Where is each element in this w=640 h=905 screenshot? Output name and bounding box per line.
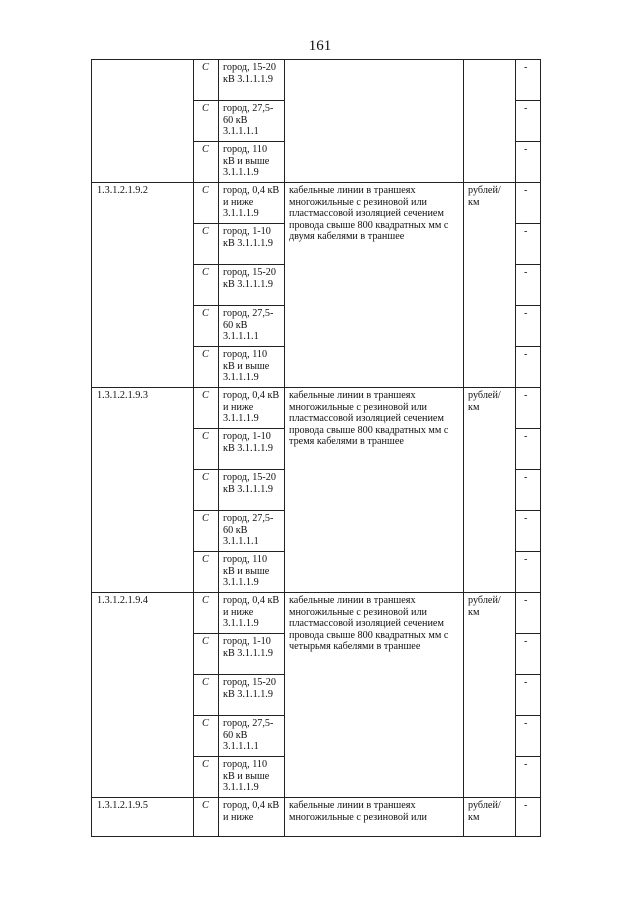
voltage-cell: город, 0,4 кВ и ниже 3.1.1.1.9 [219, 183, 285, 224]
class-cell: С [194, 142, 219, 183]
value-cell: - [516, 511, 541, 552]
class-cell: С [194, 347, 219, 388]
value-cell: - [516, 634, 541, 675]
description-cell: кабельные линии в траншеях многожильные с резиновой или пластмассовой изоляцией сечением провода свыше 800 квадратных мм с двумя кабелями в траншее [285, 183, 464, 388]
class-cell: С [194, 183, 219, 224]
voltage-cell: город, 15-20 кВ 3.1.1.1.9 [219, 675, 285, 716]
value-cell: - [516, 347, 541, 388]
unit-cell [464, 60, 516, 183]
value-cell: - [516, 60, 541, 101]
value-cell: - [516, 757, 541, 798]
unit-cell: рублей/ км [464, 388, 516, 593]
description-cell: кабельные линии в траншеях многожильные с резиновой или пластмассовой изоляцией сечением провода свыше 800 квадратных мм с четырьмя кабелями в траншее [285, 593, 464, 798]
class-cell: С [194, 388, 219, 429]
table-row [92, 183, 541, 224]
item-code-cell [92, 60, 194, 183]
table-row [92, 388, 541, 429]
voltage-cell: город, 15-20 кВ 3.1.1.1.9 [219, 60, 285, 101]
voltage-cell: город, 27,5-60 кВ 3.1.1.1.1 [219, 716, 285, 757]
table-body [92, 60, 541, 837]
voltage-cell: город, 1-10 кВ 3.1.1.1.9 [219, 429, 285, 470]
class-cell: С [194, 634, 219, 675]
value-cell: - [516, 716, 541, 757]
tariff-table [91, 59, 541, 837]
value-cell: - [516, 593, 541, 634]
voltage-cell: город, 110 кВ и выше 3.1.1.1.9 [219, 347, 285, 388]
voltage-cell: город, 110 кВ и выше 3.1.1.1.9 [219, 142, 285, 183]
voltage-cell: город, 27,5-60 кВ 3.1.1.1.1 [219, 101, 285, 142]
description-cell: кабельные линии в траншеях многожильные с резиновой или [285, 798, 464, 837]
class-cell: С [194, 798, 219, 837]
voltage-cell: город, 27,5-60 кВ 3.1.1.1.1 [219, 511, 285, 552]
class-cell: С [194, 511, 219, 552]
voltage-cell: город, 110 кВ и выше 3.1.1.1.9 [219, 757, 285, 798]
value-cell: - [516, 552, 541, 593]
voltage-cell: город, 110 кВ и выше 3.1.1.1.9 [219, 552, 285, 593]
voltage-cell: город, 1-10 кВ 3.1.1.1.9 [219, 634, 285, 675]
class-cell: С [194, 306, 219, 347]
unit-cell: рублей/ км [464, 593, 516, 798]
description-cell: кабельные линии в траншеях многожильные с резиновой или пластмассовой изоляцией сечением провода свыше 800 квадратных мм с тремя кабелями в траншее [285, 388, 464, 593]
class-cell: С [194, 552, 219, 593]
value-cell: - [516, 675, 541, 716]
value-cell: - [516, 265, 541, 306]
class-cell: С [194, 101, 219, 142]
class-cell: С [194, 716, 219, 757]
table-row [92, 798, 541, 837]
unit-cell: рублей/ км [464, 798, 516, 837]
class-cell: С [194, 429, 219, 470]
class-cell: С [194, 675, 219, 716]
value-cell: - [516, 429, 541, 470]
value-cell: - [516, 470, 541, 511]
voltage-cell: город, 15-20 кВ 3.1.1.1.9 [219, 265, 285, 306]
class-cell: С [194, 60, 219, 101]
class-cell: С [194, 593, 219, 634]
item-code-cell: 1.3.1.2.1.9.2 [92, 183, 194, 388]
table-row [92, 60, 541, 101]
value-cell: - [516, 388, 541, 429]
voltage-cell: город, 0,4 кВ и ниже [219, 798, 285, 837]
unit-cell: рублей/ км [464, 183, 516, 388]
value-cell: - [516, 798, 541, 837]
class-cell: С [194, 265, 219, 306]
value-cell: - [516, 306, 541, 347]
table-row [92, 593, 541, 634]
item-code-cell: 1.3.1.2.1.9.4 [92, 593, 194, 798]
page-number: 161 [308, 38, 332, 54]
item-code-cell: 1.3.1.2.1.9.5 [92, 798, 194, 837]
class-cell: С [194, 224, 219, 265]
voltage-cell: город, 1-10 кВ 3.1.1.1.9 [219, 224, 285, 265]
class-cell: С [194, 757, 219, 798]
value-cell: - [516, 142, 541, 183]
item-code-cell: 1.3.1.2.1.9.3 [92, 388, 194, 593]
description-cell [285, 60, 464, 183]
voltage-cell: город, 27,5-60 кВ 3.1.1.1.1 [219, 306, 285, 347]
value-cell: - [516, 183, 541, 224]
class-cell: С [194, 470, 219, 511]
value-cell: - [516, 224, 541, 265]
value-cell: - [516, 101, 541, 142]
voltage-cell: город, 15-20 кВ 3.1.1.1.9 [219, 470, 285, 511]
voltage-cell: город, 0,4 кВ и ниже 3.1.1.1.9 [219, 388, 285, 429]
voltage-cell: город, 0,4 кВ и ниже 3.1.1.1.9 [219, 593, 285, 634]
